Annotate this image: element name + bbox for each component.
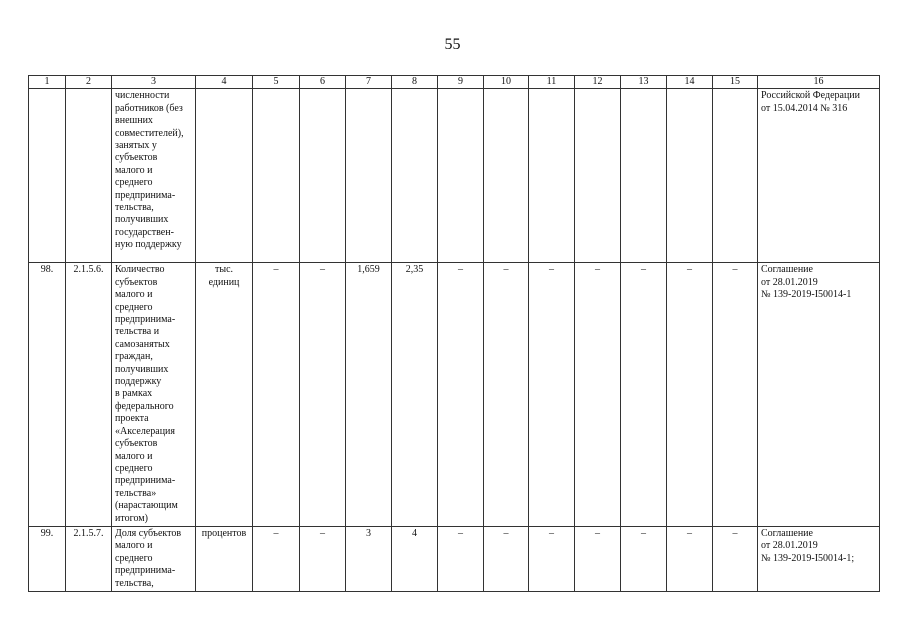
- indicator-cell: Количество субъектов малого и среднего предпринима- тельства и самозанятых граждан, получивших поддержку в рамках федерального проекта «Акселерация субъектов малого и среднего предпринима- тельства» (нарастающим итогом): [112, 263, 196, 527]
- page-number: 55: [444, 36, 461, 53]
- value-cell: –: [667, 526, 713, 591]
- value-cell: –: [713, 263, 758, 527]
- basis-cell: Соглашение от 28.01.2019 № 139-2019-I50014-1;: [758, 526, 880, 591]
- column-header: 10: [484, 76, 529, 89]
- column-header: 6: [300, 76, 346, 89]
- unit-cell: [196, 89, 253, 263]
- value-cell: [438, 89, 484, 263]
- column-header: 2: [66, 76, 112, 89]
- column-header: 13: [621, 76, 667, 89]
- value-cell: [529, 89, 575, 263]
- value-cell: –: [621, 526, 667, 591]
- column-header: 1: [29, 76, 66, 89]
- column-header: 7: [346, 76, 392, 89]
- value-cell: –: [300, 526, 346, 591]
- value-cell: [392, 89, 438, 263]
- value-cell: [484, 89, 529, 263]
- unit-cell: процентов: [196, 526, 253, 591]
- unit-cell: тыс. единиц: [196, 263, 253, 527]
- column-header: 15: [713, 76, 758, 89]
- code-cell: 2.1.5.6.: [66, 263, 112, 527]
- table-body: [29, 89, 880, 592]
- value-cell: 4: [392, 526, 438, 591]
- code-cell: 2.1.5.7.: [66, 526, 112, 591]
- value-cell: –: [438, 263, 484, 527]
- value-cell: [667, 89, 713, 263]
- value-cell: –: [438, 526, 484, 591]
- value-cell: –: [575, 263, 621, 527]
- row-number-cell: 98.: [29, 263, 66, 527]
- column-header: 3: [112, 76, 196, 89]
- basis-cell: Российской Федерации от 15.04.2014 № 316: [758, 89, 880, 263]
- column-header: 11: [529, 76, 575, 89]
- value-cell: 2,35: [392, 263, 438, 527]
- row-number-cell: [29, 89, 66, 263]
- value-cell: –: [621, 263, 667, 527]
- value-cell: –: [713, 526, 758, 591]
- value-cell: –: [529, 526, 575, 591]
- value-cell: [621, 89, 667, 263]
- value-cell: –: [667, 263, 713, 527]
- column-header: 5: [253, 76, 300, 89]
- indicator-cell: Доля субъектов малого и среднего предпринима- тельства,: [112, 526, 196, 591]
- value-cell: –: [484, 526, 529, 591]
- column-header: 16: [758, 76, 880, 89]
- value-cell: [300, 89, 346, 263]
- indicator-cell: численности работников (без внешних совместителей), занятых у субъектов малого и среднего предпринима- тельства, получивших государствен- ную поддержку: [112, 89, 196, 263]
- value-cell: [713, 89, 758, 263]
- table-row: [29, 263, 880, 527]
- value-cell: –: [253, 526, 300, 591]
- data-table: [28, 75, 880, 592]
- row-number-cell: 99.: [29, 526, 66, 591]
- table-row: [29, 89, 880, 263]
- column-header: 14: [667, 76, 713, 89]
- value-cell: [253, 89, 300, 263]
- value-cell: –: [484, 263, 529, 527]
- value-cell: [575, 89, 621, 263]
- value-cell: –: [575, 526, 621, 591]
- value-cell: [346, 89, 392, 263]
- column-number-row: [29, 76, 880, 89]
- column-header: 9: [438, 76, 484, 89]
- value-cell: –: [253, 263, 300, 527]
- value-cell: –: [300, 263, 346, 527]
- value-cell: 1,659: [346, 263, 392, 527]
- column-header: 4: [196, 76, 253, 89]
- column-header: 8: [392, 76, 438, 89]
- table-row: [29, 526, 880, 591]
- basis-cell: Соглашение от 28.01.2019 № 139-2019-I50014-1: [758, 263, 880, 527]
- value-cell: 3: [346, 526, 392, 591]
- value-cell: –: [529, 263, 575, 527]
- code-cell: [66, 89, 112, 263]
- column-header: 12: [575, 76, 621, 89]
